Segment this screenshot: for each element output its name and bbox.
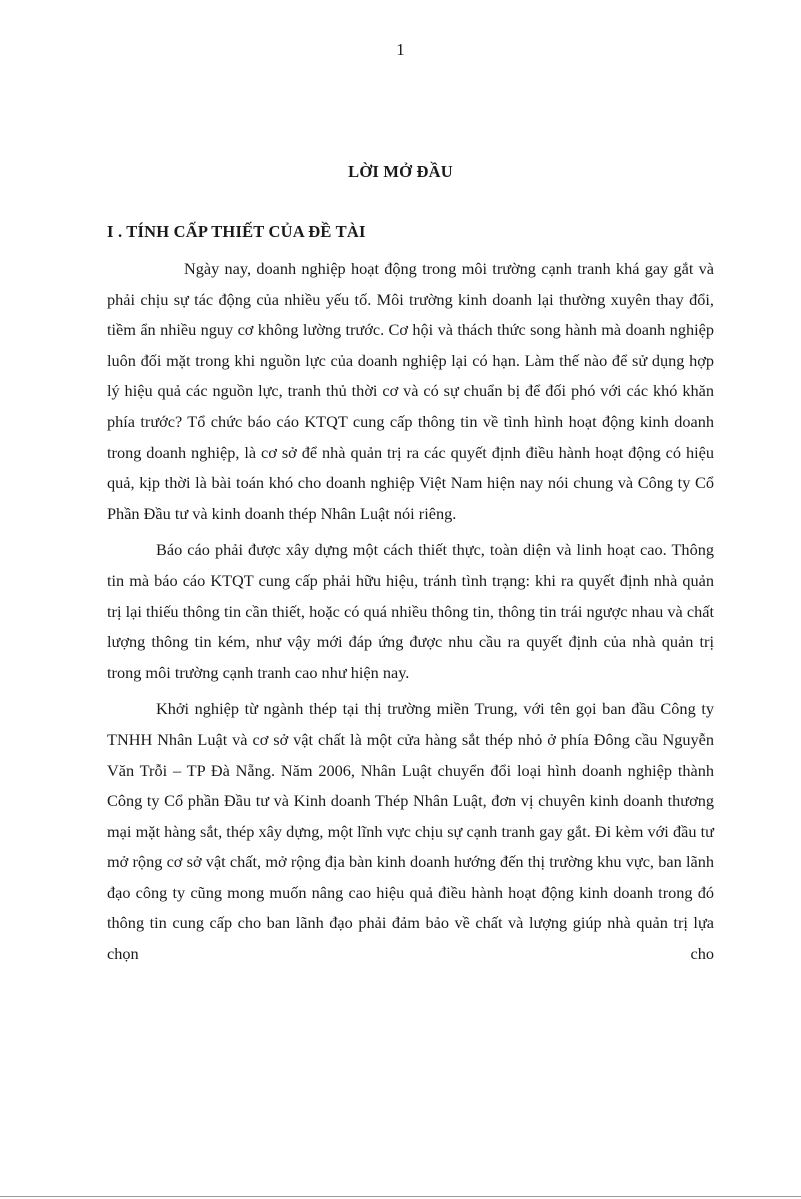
paragraph-3: Khởi nghiệp từ ngành thép tại thị trường miền Trung, với tên gọi ban đầu Công ty TNHH Nhân Luật và cơ sở vật chất là một cửa hàng sắt thép nhỏ ở phía Đông cầu Nguyễn Văn Trỗi – TP Đà Nẵng. Năm 2006, Nhân Luật chuyển đổi loại hình doanh nghiệp thành Công ty Cổ phần Đầu tư và Kinh doanh Thép Nhân Luật, đơn vị chuyên kinh doanh thương mại mặt hàng sắt, thép xây dựng, một lĩnh vực chịu sự cạnh tranh gay gắt. Đi kèm với đầu tư mở rộng cơ sở vật chất, mở rộng địa bàn kinh doanh hướng đến thị trường khu vực, ban lãnh đạo công ty cũng mong muốn nâng cao hiệu quả điều hành hoạt động kinh doanh trong đó thông tin cung cấp cho ban lãnh đạo phải đảm bảo về chất và lượng giúp nhà quản trị lựa chọn cho [107,699,714,964]
paragraph-2: Báo cáo phải được xây dựng một cách thiết thực, toàn diện và linh hoạt cao. Thông tin mà báo cáo KTQT cung cấp phải hữu hiệu, tránh tình trạng: khi ra quyết định nhà quản trị lại thiếu thông tin cần thiết, hoặc có quá nhiều thông tin, thông tin trái ngược nhau và chất lượng thông tin kém, như vậy mới đáp ứng được nhu cầu ra quyết định của nhà quản trị trong môi trường cạnh tranh cao như hiện nay. [107,540,714,682]
body-text [107,254,714,970]
section-title: I . TÍNH CẤP THIẾT CỦA ĐỀ TÀI [107,222,366,241]
paragraph-1: Ngày nay, doanh nghiệp hoạt động trong môi trường cạnh tranh khá gay gắt và phải chịu sự tác động của nhiều yếu tố. Môi trường kinh doanh lại thường xuyên thay đổi, tiềm ẩn nhiều nguy cơ không lường trước. Cơ hội và thách thức song hành mà doanh nghiệp luôn đối mặt trong khi nguồn lực của doanh nghiệp lại có hạn. Làm thế nào để sử dụng hợp lý hiệu quả các nguồn lực, tranh thủ thời cơ và có sự chuẩn bị để đối phó với các khó khăn phía trước? Tổ chức báo cáo KTQT cung cấp thông tin về tình hình hoạt động kinh doanh trong doanh nghiệp, là cơ sở để nhà quản trị ra các quyết định điều hành hoạt động có hiệu quả, kịp thời là bài toán khó cho doanh nghiệp Việt Nam hiện nay nói chung và Công ty Cổ Phần Đầu tư và kinh doanh thép Nhân Luật nói riêng. [107,259,714,523]
document-heading: LỜI MỞ ĐẦU [348,162,453,181]
page-bottom-border [0,1196,801,1197]
page-number: 1 [396,40,405,59]
